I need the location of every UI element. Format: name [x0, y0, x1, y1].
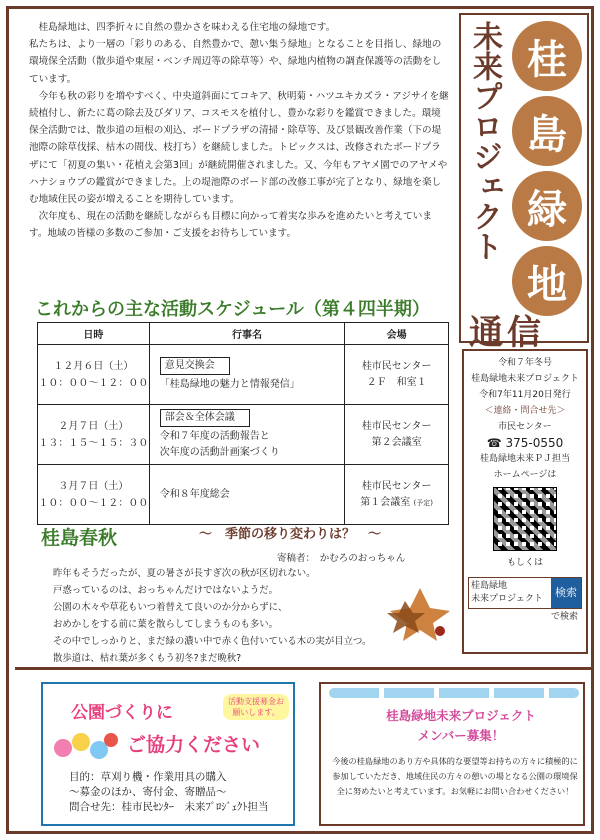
column-line: 戸惑っているのは、おっちゃんだけではないようだ。 — [53, 585, 279, 596]
column-line: 昨年もそうだったが、夏の暑さが長すぎ次の秋が区切れない。 — [53, 568, 316, 579]
row-date: ２月７日（土） — [58, 420, 129, 432]
donation-body — [69, 770, 269, 815]
schedule-title: これからの主な活動スケジュール（第４四半期） — [35, 299, 430, 320]
search-bar[interactable] — [468, 577, 582, 609]
masthead — [459, 13, 589, 353]
recruit-box — [319, 682, 585, 826]
contact-staff: 桂島緑地未来ＰＪ担当 — [479, 454, 570, 464]
row-date: ３月７日（土） — [58, 480, 129, 492]
schedule-header-row — [38, 323, 449, 345]
recruit-title — [351, 706, 571, 746]
donation-purpose: 目的：草刈り機・作業用具の購入 — [69, 771, 227, 783]
donation-note: 活動支援募金お願いします。 — [223, 694, 289, 720]
masthead-char-1: 桂 — [512, 21, 582, 91]
intro-text — [29, 19, 449, 243]
venue-room: ２Ｆ 和室１ — [366, 376, 427, 388]
row-time: １０：００～１２：００ — [38, 377, 149, 389]
event-name-2: 次年度の活動計画案づくり — [159, 446, 280, 458]
donation-methods: ～募金のほか、寄付金、寄贈品～ — [69, 786, 227, 798]
row-time: １０：００～１２：００ — [38, 497, 149, 509]
venue-name: 桂市民センター — [361, 420, 432, 432]
masthead-char-3: 緑 — [512, 171, 582, 241]
venue-room: 第２会議室 — [371, 436, 422, 448]
intro-paragraph-4: 次年度も、現在の活動を継続しながらも目標に向かって着実な歩みを進めたいと考えています。地域の皆様の多数のご参加・ご支援をお待ちしています。 — [29, 211, 432, 240]
venue-name: 桂市民センター — [361, 480, 432, 492]
newsletter-page — [6, 6, 594, 834]
table-row — [38, 405, 449, 465]
venue-note: (予定) — [413, 498, 433, 507]
column-body — [53, 565, 433, 667]
event-name: 令和７年度の活動報告と — [159, 430, 270, 442]
donation-contact: 問合せ先：桂市民ｾﾝﾀｰ 未来ﾌﾟﾛｼﾞｪｸﾄ担当 — [69, 801, 269, 813]
masthead-subtitle: 未来プロジェクト — [467, 21, 502, 261]
schedule-table — [37, 322, 449, 525]
venue-name: 桂市民センター — [361, 360, 432, 372]
autumn-leaves-icon — [385, 583, 455, 643]
intro-paragraph-2: 私たちは、より一層の「彩りのある、自然豊かで、憩い集う緑地」となることを目指し、緑地の環境保全活動（散歩道や東屋・ベンチ周辺等の除草等）や、緑地内植物の調査保護等の活動をしています。 — [29, 39, 442, 85]
info-panel — [462, 349, 588, 654]
recruit-title-2: メンバー募集！ — [417, 728, 505, 743]
masthead-char-4: 地 — [512, 246, 582, 316]
header-datetime: 日時 — [38, 323, 150, 345]
event-tag: 部会＆全体会議 — [160, 409, 250, 427]
masthead-title — [509, 21, 585, 316]
column-line: その中でしっかりと、まだ緑の濃い中で赤く色付いている木の実が目立つ。 — [53, 636, 372, 647]
intro-paragraph-1: 桂島緑地は、四季折々に自然の豊かさを味わえる住宅地の緑地です。 — [38, 22, 336, 33]
column-line: おめかしをする前に葉を散らしてしまうものも多い。 — [53, 619, 279, 630]
masthead-tsushin: 通信 — [469, 313, 545, 353]
homepage-label: ホームページは — [493, 470, 557, 480]
event-name: 「桂島緑地の魅力と情報発信」 — [159, 378, 300, 390]
column-subtitle: ～ 季節の移り変わりは？ ～ — [199, 527, 382, 542]
table-row — [38, 465, 449, 525]
flowers-icon — [51, 728, 121, 768]
column-title: 桂島春秋 — [41, 527, 118, 549]
table-row — [38, 345, 449, 405]
contact-heading: ＜連絡・問合せ先＞ — [484, 406, 566, 416]
row-date: １２月６日（土） — [53, 360, 134, 372]
qr-code-icon[interactable] — [493, 487, 557, 551]
recruit-title-1: 桂島緑地未来プロジェクト — [386, 708, 536, 723]
publisher-label: 桂島緑地未来プロジェクト — [471, 374, 579, 384]
publish-date: 令和7年11月20日発行 — [479, 390, 571, 400]
contact-phone[interactable]: ☎ 375-0550 — [486, 436, 564, 450]
intro-paragraph-3: 今年も秋の彩りを増やすべく、中央道斜面にてコキア、秋明菊・ハツユキカズラ・アジサイを継続植付し、新たに葛の除去及びダリア、コスモスを植付し、豊かな彩りを鑑賞できました。環境保全活動では、散歩道の垣根の刈込、ボードプラザの清掃・除草等、及び景観改善作業（下の堤池際の除草伐採、枯木の間伐、枝打ち）を継続しました。トピックスは、改修されたボードプラザにて「初夏の集い・花植え会第3回」が継続開催されました。又、今年もアヤメ園でのアヤメやハナショウブの鑑賞ができました。上の堤池際のボード部の改修工事が完了となり、緑地を楽しむ地域住民の姿が増えることを期待しています。 — [29, 90, 449, 206]
column-line: 散歩道は、枯れ葉が多くもう初冬?まだ晩秋? — [53, 653, 242, 664]
header-event: 行事名 — [149, 323, 345, 345]
column-author: 寄稿者： かむろのおっちゃん — [277, 553, 406, 564]
recruit-body: 今後の桂島緑地のあり方や具体的な要望等お持ちの方々に積極的に参加していただき、地域住民の方々の憩いの場となる公園の環境保全に努めたいと考えています。お気軽にお問い合わせください！ — [332, 756, 578, 796]
event-name: 令和８年度総会 — [159, 488, 230, 500]
bottom-section — [15, 667, 591, 831]
venue-room: 第１会議室 — [360, 496, 411, 508]
search-suffix: で検索 — [550, 612, 578, 622]
column-line: 公園の木々や草花もいつ着替えて良いのか分からずに、 — [53, 602, 288, 613]
masthead-char-2: 島 — [512, 96, 582, 166]
issue-label: 令和７年冬号 — [497, 358, 552, 368]
search-input[interactable]: 桂島緑地 未来プロジェクト — [471, 581, 543, 604]
donation-box — [41, 682, 295, 826]
donation-title-2: ご協力ください — [127, 734, 261, 756]
event-tag: 意見交換会 — [160, 357, 230, 375]
search-button[interactable]: 検索 — [551, 578, 581, 608]
contact-center: 市民センター — [498, 422, 552, 432]
or-label: もしくは — [506, 558, 543, 568]
donation-title-1: 公園づくりに — [71, 703, 173, 723]
row-time: １３：１５～１５：３０ — [38, 437, 149, 449]
header-venue: 会場 — [345, 323, 449, 345]
morning-glory-border-icon — [329, 688, 579, 698]
